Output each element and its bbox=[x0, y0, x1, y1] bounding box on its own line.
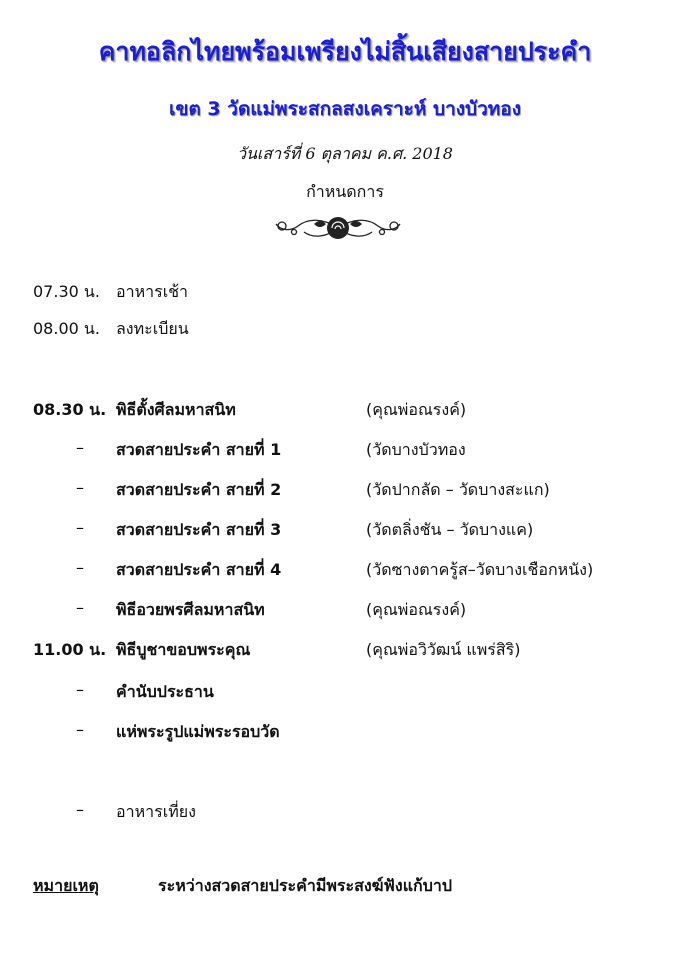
schedule-responsible: (วัดปากลัด – วัดบางสะแก) bbox=[366, 480, 550, 499]
schedule-time: 08.30 น. bbox=[33, 400, 107, 419]
bullet-dash: – bbox=[76, 720, 84, 739]
schedule-row bbox=[0, 800, 690, 826]
rose-ornament-icon bbox=[268, 210, 408, 246]
bullet-dash: – bbox=[76, 680, 84, 699]
bullet-dash: – bbox=[76, 598, 84, 617]
schedule-row bbox=[0, 438, 690, 464]
bullet-dash: – bbox=[76, 800, 84, 819]
schedule-item: ลงทะเบียน bbox=[116, 319, 189, 338]
schedule-row bbox=[0, 518, 690, 544]
schedule-responsible: (คุณพ่อณรงค์) bbox=[366, 400, 467, 419]
schedule-responsible: (วัดบางบัวทอง bbox=[366, 440, 466, 459]
schedule-time: 08.00 น. bbox=[33, 319, 100, 338]
schedule-heading: กำหนดการ bbox=[306, 182, 384, 201]
schedule-item: สวดสายประคำ สายที่ 3 bbox=[116, 520, 282, 539]
page-title: คาทอลิกไทยพร้อมเพรียงไม่สิ้นเสียงสายประคำ bbox=[98, 37, 592, 66]
schedule-responsible: (คุณพ่อวิวัฒน์ แพร่สิริ) bbox=[366, 640, 521, 659]
schedule-row bbox=[0, 317, 690, 343]
schedule-item: สวดสายประคำ สายที่ 2 bbox=[116, 480, 282, 499]
remark bbox=[33, 874, 452, 899]
schedule-item: พิธีตั้งศีลมหาสนิท bbox=[116, 400, 236, 419]
schedule-row bbox=[0, 280, 690, 306]
schedule-row bbox=[0, 558, 690, 584]
bullet-dash: – bbox=[76, 518, 84, 537]
schedule-row bbox=[0, 398, 690, 424]
schedule-item: แห่พระรูปแม่พระรอบวัด bbox=[116, 722, 280, 741]
schedule-row bbox=[0, 680, 690, 706]
remark-label: หมายเหตุ bbox=[33, 876, 99, 895]
event-date: วันเสาร์ที่ 6 ตุลาคม ค.ศ. 2018 bbox=[237, 144, 453, 163]
schedule-responsible: (คุณพ่อณรงค์) bbox=[366, 600, 467, 619]
schedule-responsible: (วัดตลิ่งชัน – วัดบางแค) bbox=[366, 520, 534, 539]
bullet-dash: – bbox=[76, 438, 84, 457]
schedule-row bbox=[0, 598, 690, 624]
schedule-item: สวดสายประคำ สายที่ 1 bbox=[116, 440, 282, 459]
bullet-dash: – bbox=[76, 478, 84, 497]
remark-text: ระหว่างสวดสายประคำมีพระสงฆ์ฟังแก้บาป bbox=[158, 876, 452, 895]
page-subtitle: เขต 3 วัดแม่พระสกลสงเคราะห์ บางบัวทอง bbox=[169, 98, 521, 120]
schedule-item: อาหารเที่ยง bbox=[116, 802, 196, 821]
schedule-item: คำนับประธาน bbox=[116, 682, 214, 701]
schedule-item: สวดสายประคำ สายที่ 4 bbox=[116, 560, 282, 579]
schedule-row bbox=[0, 478, 690, 504]
schedule-row bbox=[0, 720, 690, 746]
schedule-item: พิธีอวยพรศีลมหาสนิท bbox=[116, 600, 265, 619]
schedule-item: อาหารเช้า bbox=[116, 282, 189, 301]
schedule-time: 11.00 น. bbox=[33, 640, 107, 659]
schedule-time: 07.30 น. bbox=[33, 282, 100, 301]
bullet-dash: – bbox=[76, 558, 84, 577]
schedule-row bbox=[0, 638, 690, 664]
schedule-item: พิธีบูชาขอบพระคุณ bbox=[116, 640, 251, 659]
schedule-responsible: (วัดซางตาครู้ส–วัดบางเชือกหนัง) bbox=[366, 560, 594, 579]
